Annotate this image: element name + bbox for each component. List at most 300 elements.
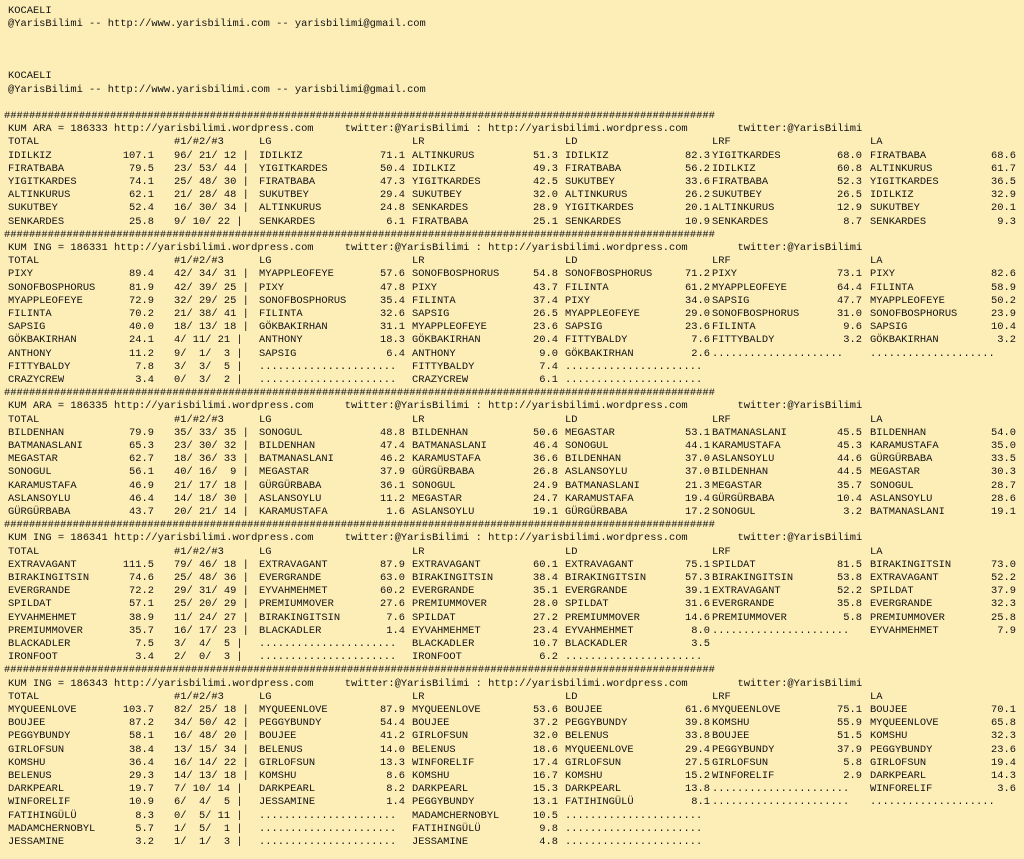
horse-name: BOUJEE xyxy=(870,704,908,716)
table-row xyxy=(0,651,1024,664)
col-header-ld: LD xyxy=(565,413,578,426)
horse-name: SONOFBOSPHORUS xyxy=(259,294,347,307)
horse-name: BOUJEE xyxy=(712,730,750,743)
horse-name: SAPSIG xyxy=(8,321,46,334)
total-score: 3.2 xyxy=(135,836,154,848)
horse-name: FIRATBABA xyxy=(412,215,469,228)
horse-name: KARAMUSTAFA xyxy=(870,440,939,452)
score: 50.6 xyxy=(533,426,558,439)
score: 6.4 xyxy=(386,347,405,360)
race-title: KUM ARA = 186335 http://yarisbilimi.wordpress.com twitter:@YarisBilimi : http://yarisbilimi.wordpress.com twitter:@YarisBilimi xyxy=(8,400,863,413)
score: 12.9 xyxy=(837,202,862,215)
total-score: 52.4 xyxy=(129,202,154,215)
score: 32.3 xyxy=(991,730,1016,743)
score: 87.9 xyxy=(380,558,405,571)
horse-name: BATMANASLANI xyxy=(565,479,640,492)
total-score: 36.4 xyxy=(129,756,154,769)
score: 31.0 xyxy=(837,308,862,320)
placings: 79/ 46/ 18 | xyxy=(174,558,249,571)
horse-name: GÖKBAKIRHAN xyxy=(412,334,481,347)
horse-name: SENKARDES xyxy=(870,215,927,228)
score: 6.1 xyxy=(539,374,558,386)
total-score: 7.8 xyxy=(135,360,154,373)
horse-name: YIGITKARDES xyxy=(712,149,781,162)
score: 42.5 xyxy=(533,176,558,188)
horse-name: SUKUTBEY xyxy=(870,202,920,215)
horse-name: ALTINKURUS xyxy=(8,189,71,202)
placings: 42/ 39/ 25 | xyxy=(174,281,249,294)
horse-name: GÖKBAKIRHAN xyxy=(8,334,77,347)
horse-name: BIRAKINGITSIN xyxy=(565,572,647,584)
horse-name: SENKARDES xyxy=(412,202,469,215)
race-title: KUM ARA = 186333 http://yarisbilimi.wordpress.com twitter:@YarisBilimi : http://yarisbilimi.wordpress.com twitter:@YarisBilimi xyxy=(8,123,863,136)
horse-name: EYVAHMEHMET xyxy=(565,624,634,637)
horse-name: MYQUEENLOVE xyxy=(8,704,77,716)
horse-name: ...................... xyxy=(259,638,397,650)
separator-line: ################################################################################################################## xyxy=(4,110,715,122)
horse-name: KOMSHU xyxy=(712,717,750,730)
horse-name: BILDENHAN xyxy=(870,426,927,439)
horse-name: MYQUEENLOVE xyxy=(412,704,481,716)
score: 31.6 xyxy=(685,598,710,611)
horse-name: ...................... xyxy=(565,360,703,373)
horse-name: IDILKIZ xyxy=(712,162,756,175)
score: 50.4 xyxy=(380,162,405,175)
score: 44.5 xyxy=(837,466,862,479)
score: 52.2 xyxy=(837,585,862,598)
score: 32.0 xyxy=(533,189,558,202)
score: 32.6 xyxy=(380,308,405,320)
score: 60.8 xyxy=(837,162,862,175)
horse-name: FILINTA xyxy=(870,281,914,294)
score: 20.1 xyxy=(991,202,1016,215)
col-header-places: #1/#2/#3 xyxy=(174,690,224,703)
horse-name: IDILKIZ xyxy=(259,149,303,162)
score: 7.9 xyxy=(997,624,1016,637)
col-header-ld: LD xyxy=(565,255,578,268)
race-title: KUM ING = 186343 http://yarisbilimi.wordpress.com twitter:@YarisBilimi : http://yarisbilimi.wordpress.com twitter:@YarisBilimi xyxy=(8,677,863,690)
score: 37.9 xyxy=(380,466,405,479)
horse-name: EXTRAVAGANT xyxy=(412,558,481,571)
placings: 21/ 28/ 48 | xyxy=(174,189,249,202)
horse-name: KOMSHU xyxy=(259,770,297,782)
score: 75.1 xyxy=(837,704,862,716)
horse-name: ALTINKURUS xyxy=(712,202,775,215)
horse-name: PIXY xyxy=(870,268,895,281)
horse-name: PREMIUMMOVER xyxy=(259,598,334,611)
horse-name: MYAPPLEOFEYE xyxy=(712,281,787,294)
horse-name: FILINTA xyxy=(712,321,756,334)
horse-name: FIRATBABA xyxy=(870,149,927,162)
table-row xyxy=(0,348,1024,361)
horse-name: SAPSIG xyxy=(565,321,603,334)
horse-name: BATMANASLANI xyxy=(712,426,787,439)
score: 24.8 xyxy=(380,202,405,215)
col-header-lr: LR xyxy=(412,136,425,149)
score: 38.4 xyxy=(533,572,558,584)
table-row xyxy=(0,796,1024,809)
score: 13.8 xyxy=(685,783,710,796)
table-row xyxy=(0,189,1024,202)
horse-name: PEGGYBUNDY xyxy=(712,743,775,756)
horse-name: PEGGYBUNDY xyxy=(259,717,322,730)
total-score: 5.7 xyxy=(135,822,154,835)
score: 32.3 xyxy=(991,598,1016,611)
horse-name: CRAZYCREW xyxy=(8,374,65,386)
score: 53.6 xyxy=(533,704,558,716)
horse-name: EVERGRANDE xyxy=(565,585,628,598)
score: 34.0 xyxy=(685,294,710,307)
horse-name: PIXY xyxy=(412,281,437,294)
score: 23.6 xyxy=(533,321,558,334)
horse-name: DARKPEARL xyxy=(412,783,469,796)
score: 47.7 xyxy=(837,294,862,307)
horse-name: IDILKIZ xyxy=(565,149,609,162)
horse-name: ...................... xyxy=(259,836,397,848)
horse-name: ...................... xyxy=(565,836,703,848)
total-score: 72.2 xyxy=(129,585,154,598)
horse-name: PEGGYBUNDY xyxy=(8,730,71,743)
horse-name: PIXY xyxy=(8,268,33,281)
score: 10.9 xyxy=(685,215,710,228)
placings: 40/ 16/ 9 | xyxy=(174,466,249,479)
score: 37.4 xyxy=(533,294,558,307)
score: 70.1 xyxy=(991,704,1016,716)
score: 25.1 xyxy=(533,215,558,228)
table-row xyxy=(0,268,1024,281)
horse-name: ...................... xyxy=(259,822,397,835)
horse-name: FIRATBABA xyxy=(712,176,769,188)
horse-name: BELENUS xyxy=(565,730,609,743)
horse-name: SENKARDES xyxy=(565,215,622,228)
table-row xyxy=(0,150,1024,163)
score: 33.5 xyxy=(991,453,1016,466)
placings: 16/ 14/ 22 | xyxy=(174,756,249,769)
total-score: 38.9 xyxy=(129,611,154,624)
horse-name: ...................... xyxy=(712,783,850,796)
placings: 25/ 20/ 29 | xyxy=(174,598,249,611)
score: 3.2 xyxy=(997,334,1016,347)
score: 8.2 xyxy=(386,783,405,796)
col-header-places: #1/#2/#3 xyxy=(174,136,224,149)
horse-name: FILINTA xyxy=(565,281,609,294)
score: 7.4 xyxy=(539,360,558,373)
horse-name: SPILDAT xyxy=(565,598,609,611)
horse-name: EXTRAVAGANT xyxy=(565,558,634,571)
score: 19.1 xyxy=(533,506,558,518)
total-score: 62.7 xyxy=(129,453,154,466)
score: 32.9 xyxy=(991,189,1016,202)
score: 37.9 xyxy=(991,585,1016,598)
table-row xyxy=(0,836,1024,849)
horse-name: ASLANSOYLU xyxy=(259,492,322,505)
score: 29.0 xyxy=(685,308,710,320)
total-score: 19.7 xyxy=(129,783,154,796)
horse-name: BATMANASLANI xyxy=(8,440,83,452)
placings: 18/ 36/ 33 | xyxy=(174,453,249,466)
total-score: 46.4 xyxy=(129,492,154,505)
score: 46.2 xyxy=(380,453,405,466)
horse-name: GÜRGÜRBABA xyxy=(8,506,71,518)
horse-name: ASLANSOYLU xyxy=(412,506,475,518)
score: 29.4 xyxy=(685,743,710,756)
score: 81.5 xyxy=(837,558,862,571)
score: 87.9 xyxy=(380,704,405,716)
horse-name: DARKPEARL xyxy=(8,783,65,796)
table-row xyxy=(0,598,1024,611)
horse-name: KARAMUSTAFA xyxy=(8,479,77,492)
table-row xyxy=(0,295,1024,308)
horse-name: FATIHINGÜLÜ xyxy=(565,796,634,809)
score: 23.4 xyxy=(533,624,558,637)
horse-name: SPILDAT xyxy=(712,558,756,571)
score: 20.1 xyxy=(685,202,710,215)
total-score: 25.8 xyxy=(129,215,154,228)
score: 41.2 xyxy=(380,730,405,743)
horse-name: GIRLOFSUN xyxy=(712,756,769,769)
horse-name: BELENUS xyxy=(8,770,52,782)
horse-name: SONOFBOSPHORUS xyxy=(712,308,800,320)
score: 73.1 xyxy=(837,268,862,281)
score: 75.1 xyxy=(685,558,710,571)
horse-name: ANTHONY xyxy=(412,347,456,360)
table-row xyxy=(0,823,1024,836)
table-row xyxy=(0,493,1024,506)
score: 36.5 xyxy=(991,176,1016,188)
horse-name: GÜRGÜRBABA xyxy=(412,466,475,479)
horse-name: EVERGRANDE xyxy=(259,572,322,584)
score: 35.4 xyxy=(380,294,405,307)
placings: 82/ 25/ 18 | xyxy=(174,704,249,716)
horse-name: MYAPPLEOFEYE xyxy=(259,268,334,281)
horse-name: WINFORELIF xyxy=(412,756,475,769)
horse-name: BILDENHAN xyxy=(565,453,622,466)
table-row xyxy=(0,480,1024,493)
score: 49.3 xyxy=(533,162,558,175)
horse-name: BIRAKINGITSIN xyxy=(712,572,794,584)
horse-name: ...................... xyxy=(565,651,703,664)
horse-name: ASLANSOYLU xyxy=(712,453,775,466)
score: 54.0 xyxy=(991,426,1016,439)
horse-name: MYAPPLEOFEYE xyxy=(870,294,945,307)
col-header-places: #1/#2/#3 xyxy=(174,413,224,426)
col-header-lrf: LRF xyxy=(712,690,731,703)
col-header-places: #1/#2/#3 xyxy=(174,255,224,268)
column-header-row xyxy=(0,136,1024,149)
horse-name: JESSAMINE xyxy=(412,836,469,848)
placings: 42/ 34/ 31 | xyxy=(174,268,249,281)
score: 55.9 xyxy=(837,717,862,730)
total-score: 74.6 xyxy=(129,572,154,584)
table-row xyxy=(0,717,1024,730)
horse-name: KOMSHU xyxy=(8,756,46,769)
table-row xyxy=(0,810,1024,823)
score: 1.6 xyxy=(386,506,405,518)
horse-name: PEGGYBUNDY xyxy=(412,796,475,809)
placings: 9/ 1/ 3 | xyxy=(174,347,243,360)
horse-name: YIGITKARDES xyxy=(565,202,634,215)
score: 73.0 xyxy=(991,558,1016,571)
score: 61.2 xyxy=(685,281,710,294)
horse-name: ...................... xyxy=(259,374,397,386)
total-score: 89.4 xyxy=(129,268,154,281)
col-header-lrf: LRF xyxy=(712,413,731,426)
horse-name: SUKUTBEY xyxy=(412,189,462,202)
score: 35.1 xyxy=(533,585,558,598)
horse-name: GIRLOFSUN xyxy=(8,743,65,756)
horse-name: IRONFOOT xyxy=(8,651,58,664)
horse-name: FILINTA xyxy=(259,308,303,320)
score: 9.6 xyxy=(843,321,862,334)
col-header-la: LA xyxy=(870,255,883,268)
horse-name: EVERGRANDE xyxy=(412,585,475,598)
table-row xyxy=(0,572,1024,585)
col-header-lg: LG xyxy=(259,545,272,558)
score: 3.6 xyxy=(997,783,1016,796)
placings: 32/ 29/ 25 | xyxy=(174,294,249,307)
horse-name: SUKUTBEY xyxy=(8,202,58,215)
horse-name: EVERGRANDE xyxy=(870,598,933,611)
table-row xyxy=(0,440,1024,453)
horse-name: FILINTA xyxy=(412,294,456,307)
score: 28.9 xyxy=(533,202,558,215)
placings: 2/ 0/ 3 | xyxy=(174,651,243,664)
score: 23.9 xyxy=(991,308,1016,320)
horse-name: FITTYBALDY xyxy=(712,334,775,347)
horse-name: BELENUS xyxy=(259,743,303,756)
score: 27.5 xyxy=(685,756,710,769)
col-header-lg: LG xyxy=(259,255,272,268)
horse-name: GÖKBAKIRHAN xyxy=(870,334,939,347)
table-row xyxy=(0,216,1024,229)
header-contact: @YarisBilimi -- http://www.yarisbilimi.com -- yarisbilimi@gmail.com xyxy=(8,18,426,30)
total-score: 70.2 xyxy=(129,308,154,320)
total-score: 3.4 xyxy=(135,651,154,664)
score: 26.5 xyxy=(533,308,558,320)
horse-name: ALTINKURUS xyxy=(565,189,628,202)
horse-name: MYQUEENLOVE xyxy=(712,704,781,716)
horse-name: SAPSIG xyxy=(412,308,450,320)
score: 36.1 xyxy=(380,479,405,492)
horse-name: FATIHINGÜLÜ xyxy=(8,809,77,822)
table-row xyxy=(0,506,1024,519)
placings: 96/ 21/ 12 | xyxy=(174,149,249,162)
score: 2.6 xyxy=(691,347,710,360)
col-header-lrf: LRF xyxy=(712,136,731,149)
table-row xyxy=(0,585,1024,598)
horse-name: EYVAHMEHMET xyxy=(259,585,328,598)
horse-name: SONOFBOSPHORUS xyxy=(412,268,500,281)
score: 15.3 xyxy=(533,783,558,796)
score: 31.1 xyxy=(380,321,405,334)
table-row xyxy=(0,374,1024,387)
score: 27.2 xyxy=(533,611,558,624)
horse-name: BOUJEE xyxy=(259,730,297,743)
col-header-lr: LR xyxy=(412,690,425,703)
horse-name: GÜRGÜRBABA xyxy=(712,492,775,505)
total-score: 74.1 xyxy=(129,176,154,188)
score: 63.0 xyxy=(380,572,405,584)
col-header-total: TOTAL xyxy=(8,690,40,703)
score: 33.6 xyxy=(685,176,710,188)
horse-name: FATIHINGÜLÜ xyxy=(412,822,481,835)
horse-name: SPILDAT xyxy=(8,598,52,611)
horse-name: KARAMUSTAFA xyxy=(712,440,781,452)
horse-name: MADAMCHERNOBYL xyxy=(412,809,500,822)
score: 21.3 xyxy=(685,479,710,492)
horse-name: DARKPEARL xyxy=(259,783,316,796)
total-score: 10.9 xyxy=(129,796,154,809)
score: 26.2 xyxy=(685,189,710,202)
col-header-lr: LR xyxy=(412,545,425,558)
horse-name: PIXY xyxy=(259,281,284,294)
horse-name: FIRATBABA xyxy=(565,162,622,175)
score: 26.8 xyxy=(533,466,558,479)
score: 36.6 xyxy=(533,453,558,466)
horse-name: EYVAHMEHMET xyxy=(8,611,77,624)
placings: 23/ 53/ 44 | xyxy=(174,162,249,175)
col-header-la: LA xyxy=(870,136,883,149)
total-score: 24.1 xyxy=(129,334,154,347)
horse-name: BLACKADLER xyxy=(259,624,322,637)
horse-name: BIRAKINGITSIN xyxy=(870,558,952,571)
horse-name: ASLANSOYLU xyxy=(8,492,71,505)
score: 3.2 xyxy=(843,334,862,347)
score: 9.8 xyxy=(539,822,558,835)
score: 17.2 xyxy=(685,506,710,518)
total-score: 111.5 xyxy=(122,558,154,571)
table-row xyxy=(0,176,1024,189)
score: 82.3 xyxy=(685,149,710,162)
score: 71.2 xyxy=(685,268,710,281)
horse-name: KARAMUSTAFA xyxy=(259,506,328,518)
score: 71.1 xyxy=(380,149,405,162)
score: 17.4 xyxy=(533,756,558,769)
horse-name: SUKUTBEY xyxy=(565,176,615,188)
score: 45.5 xyxy=(837,426,862,439)
score: 65.8 xyxy=(991,717,1016,730)
total-score: 29.3 xyxy=(129,770,154,782)
horse-name: PREMIUMMOVER xyxy=(8,624,83,637)
horse-name: MYAPPLEOFEYE xyxy=(565,308,640,320)
horse-name: GIRLOFSUN xyxy=(870,756,927,769)
horse-name: KARAMUSTAFA xyxy=(565,492,634,505)
horse-name: SENKARDES xyxy=(8,215,65,228)
table-row xyxy=(0,453,1024,466)
horse-name: MYAPPLEOFEYE xyxy=(412,321,487,334)
horse-name: SENKARDES xyxy=(712,215,769,228)
header-contact: @YarisBilimi -- http://www.yarisbilimi.com -- yarisbilimi@gmail.com xyxy=(8,84,426,96)
total-score: 103.7 xyxy=(122,704,154,716)
horse-name: ...................... xyxy=(712,796,850,809)
horse-name: ...................... xyxy=(712,624,850,637)
col-header-lrf: LRF xyxy=(712,545,731,558)
placings: 18/ 13/ 18 | xyxy=(174,321,249,334)
col-header-lr: LR xyxy=(412,413,425,426)
horse-name: FITTYBALDY xyxy=(412,360,475,373)
separator-line: ################################################################################################################## xyxy=(4,387,715,400)
horse-name: BATMANASLANI xyxy=(412,440,487,452)
table-row xyxy=(0,612,1024,625)
total-score: 7.5 xyxy=(135,638,154,650)
horse-name: ...................... xyxy=(565,374,703,386)
score: 14.0 xyxy=(380,743,405,756)
score: 28.0 xyxy=(533,598,558,611)
placings: 16/ 17/ 23 | xyxy=(174,624,249,637)
total-score: 87.2 xyxy=(129,717,154,730)
horse-name: SENKARDES xyxy=(259,215,316,228)
placings: 0/ 5/ 11 | xyxy=(174,809,243,822)
